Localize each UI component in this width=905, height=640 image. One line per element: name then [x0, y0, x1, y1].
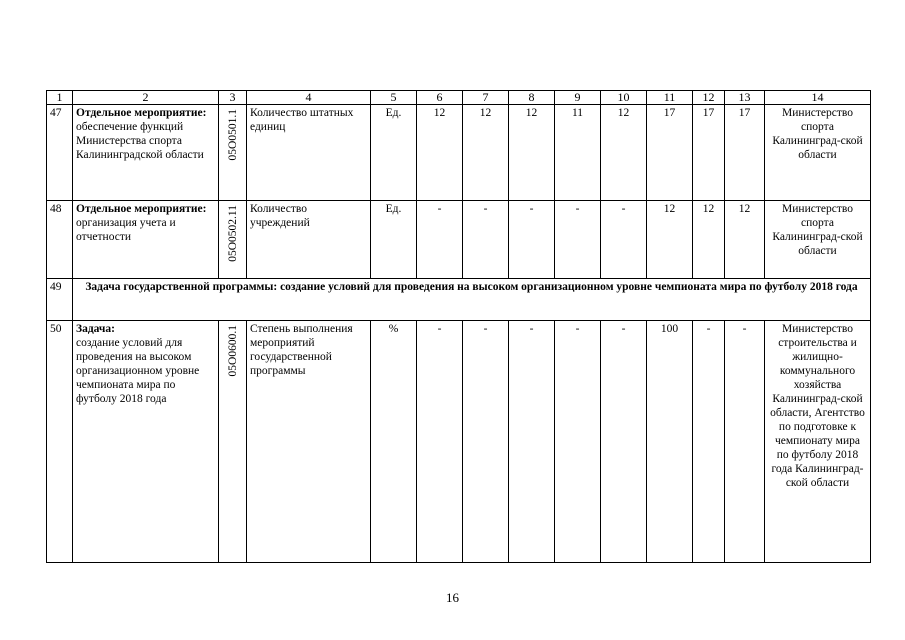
page-number: 16: [446, 590, 459, 605]
activity-title-bold: Отдельное мероприятие:: [76, 107, 207, 119]
value-cell: -: [725, 321, 765, 563]
table-row: [47, 201, 871, 279]
unit: %: [371, 321, 417, 563]
value-cell: -: [555, 321, 601, 563]
col-header: 4: [247, 91, 371, 105]
row-number: 48: [47, 201, 73, 279]
col-header: 8: [509, 91, 555, 105]
activity-title: организация учета и отчетности: [76, 217, 176, 243]
row-number: 49: [47, 279, 73, 321]
col-header: 1: [47, 91, 73, 105]
activity-title-bold: Отдельное мероприятие:: [76, 203, 207, 215]
col-header: 13: [725, 91, 765, 105]
table-row: [47, 321, 871, 563]
column-header-row: [47, 91, 871, 105]
program-task-heading: Задача государственной программы: создание условий для проведения на высоком организационном уровне чемпионата мира по футболу 2018 года: [73, 279, 871, 321]
value-cell: 100: [647, 321, 693, 563]
col-header: 6: [417, 91, 463, 105]
indicator-name: Количество учреждений: [247, 201, 371, 279]
value-cell: 12: [725, 201, 765, 279]
col-header: 5: [371, 91, 417, 105]
value-cell: -: [509, 201, 555, 279]
budget-code: 05О0600.1: [226, 325, 239, 377]
value-cell: -: [509, 321, 555, 563]
value-cell: 12: [509, 105, 555, 201]
value-cell: -: [417, 201, 463, 279]
unit: Ед.: [371, 201, 417, 279]
value-cell: 12: [417, 105, 463, 201]
value-cell: 11: [555, 105, 601, 201]
value-cell: 12: [463, 105, 509, 201]
activity-title-bold: Задача:: [76, 323, 115, 335]
table-row: [47, 279, 871, 321]
value-cell: 12: [601, 105, 647, 201]
activity-title: обеспечение функций Министерства спорта Калининградской области: [76, 121, 204, 161]
value-cell: -: [463, 321, 509, 563]
col-header: 9: [555, 91, 601, 105]
indicators-table: [46, 90, 871, 563]
indicator-name: Степень выполнения мероприятий государственной программы: [247, 321, 371, 563]
col-header: 2: [73, 91, 219, 105]
value-cell: 17: [725, 105, 765, 201]
code-cell: [219, 201, 247, 279]
value-cell: -: [417, 321, 463, 563]
activity-cell: [73, 105, 219, 201]
code-cell: [219, 321, 247, 563]
budget-code: 05О0502.11: [226, 205, 239, 262]
col-header: 14: [765, 91, 871, 105]
value-cell: 12: [647, 201, 693, 279]
indicator-name: Количество штатных единиц: [247, 105, 371, 201]
value-cell: -: [555, 201, 601, 279]
code-cell: [219, 105, 247, 201]
col-header: 12: [693, 91, 725, 105]
row-number: 47: [47, 105, 73, 201]
unit: Ед.: [371, 105, 417, 201]
responsible-org: Министерство спорта Калининград-ской области: [765, 201, 871, 279]
value-cell: 17: [693, 105, 725, 201]
value-cell: -: [693, 321, 725, 563]
value-cell: -: [463, 201, 509, 279]
row-number: 50: [47, 321, 73, 563]
responsible-org: Министерство строительства и жилищно-коммунального хозяйства Калининград-ской области, Агентство по подготовке к чемпионату мира по футболу 2018 года Калининград-ской области: [765, 321, 871, 563]
activity-cell: [73, 321, 219, 563]
col-header: 7: [463, 91, 509, 105]
activity-cell: [73, 201, 219, 279]
col-header: 10: [601, 91, 647, 105]
value-cell: -: [601, 201, 647, 279]
table-row: [47, 105, 871, 201]
value-cell: 12: [693, 201, 725, 279]
activity-title: создание условий для проведения на высоком организационном уровне чемпионата мира по футболу 2018 года: [76, 337, 200, 405]
col-header: 3: [219, 91, 247, 105]
value-cell: 17: [647, 105, 693, 201]
col-header: 11: [647, 91, 693, 105]
budget-code: 05О0501.1: [226, 109, 239, 161]
responsible-org: Министерство спорта Калининград-ской области: [765, 105, 871, 201]
value-cell: -: [601, 321, 647, 563]
